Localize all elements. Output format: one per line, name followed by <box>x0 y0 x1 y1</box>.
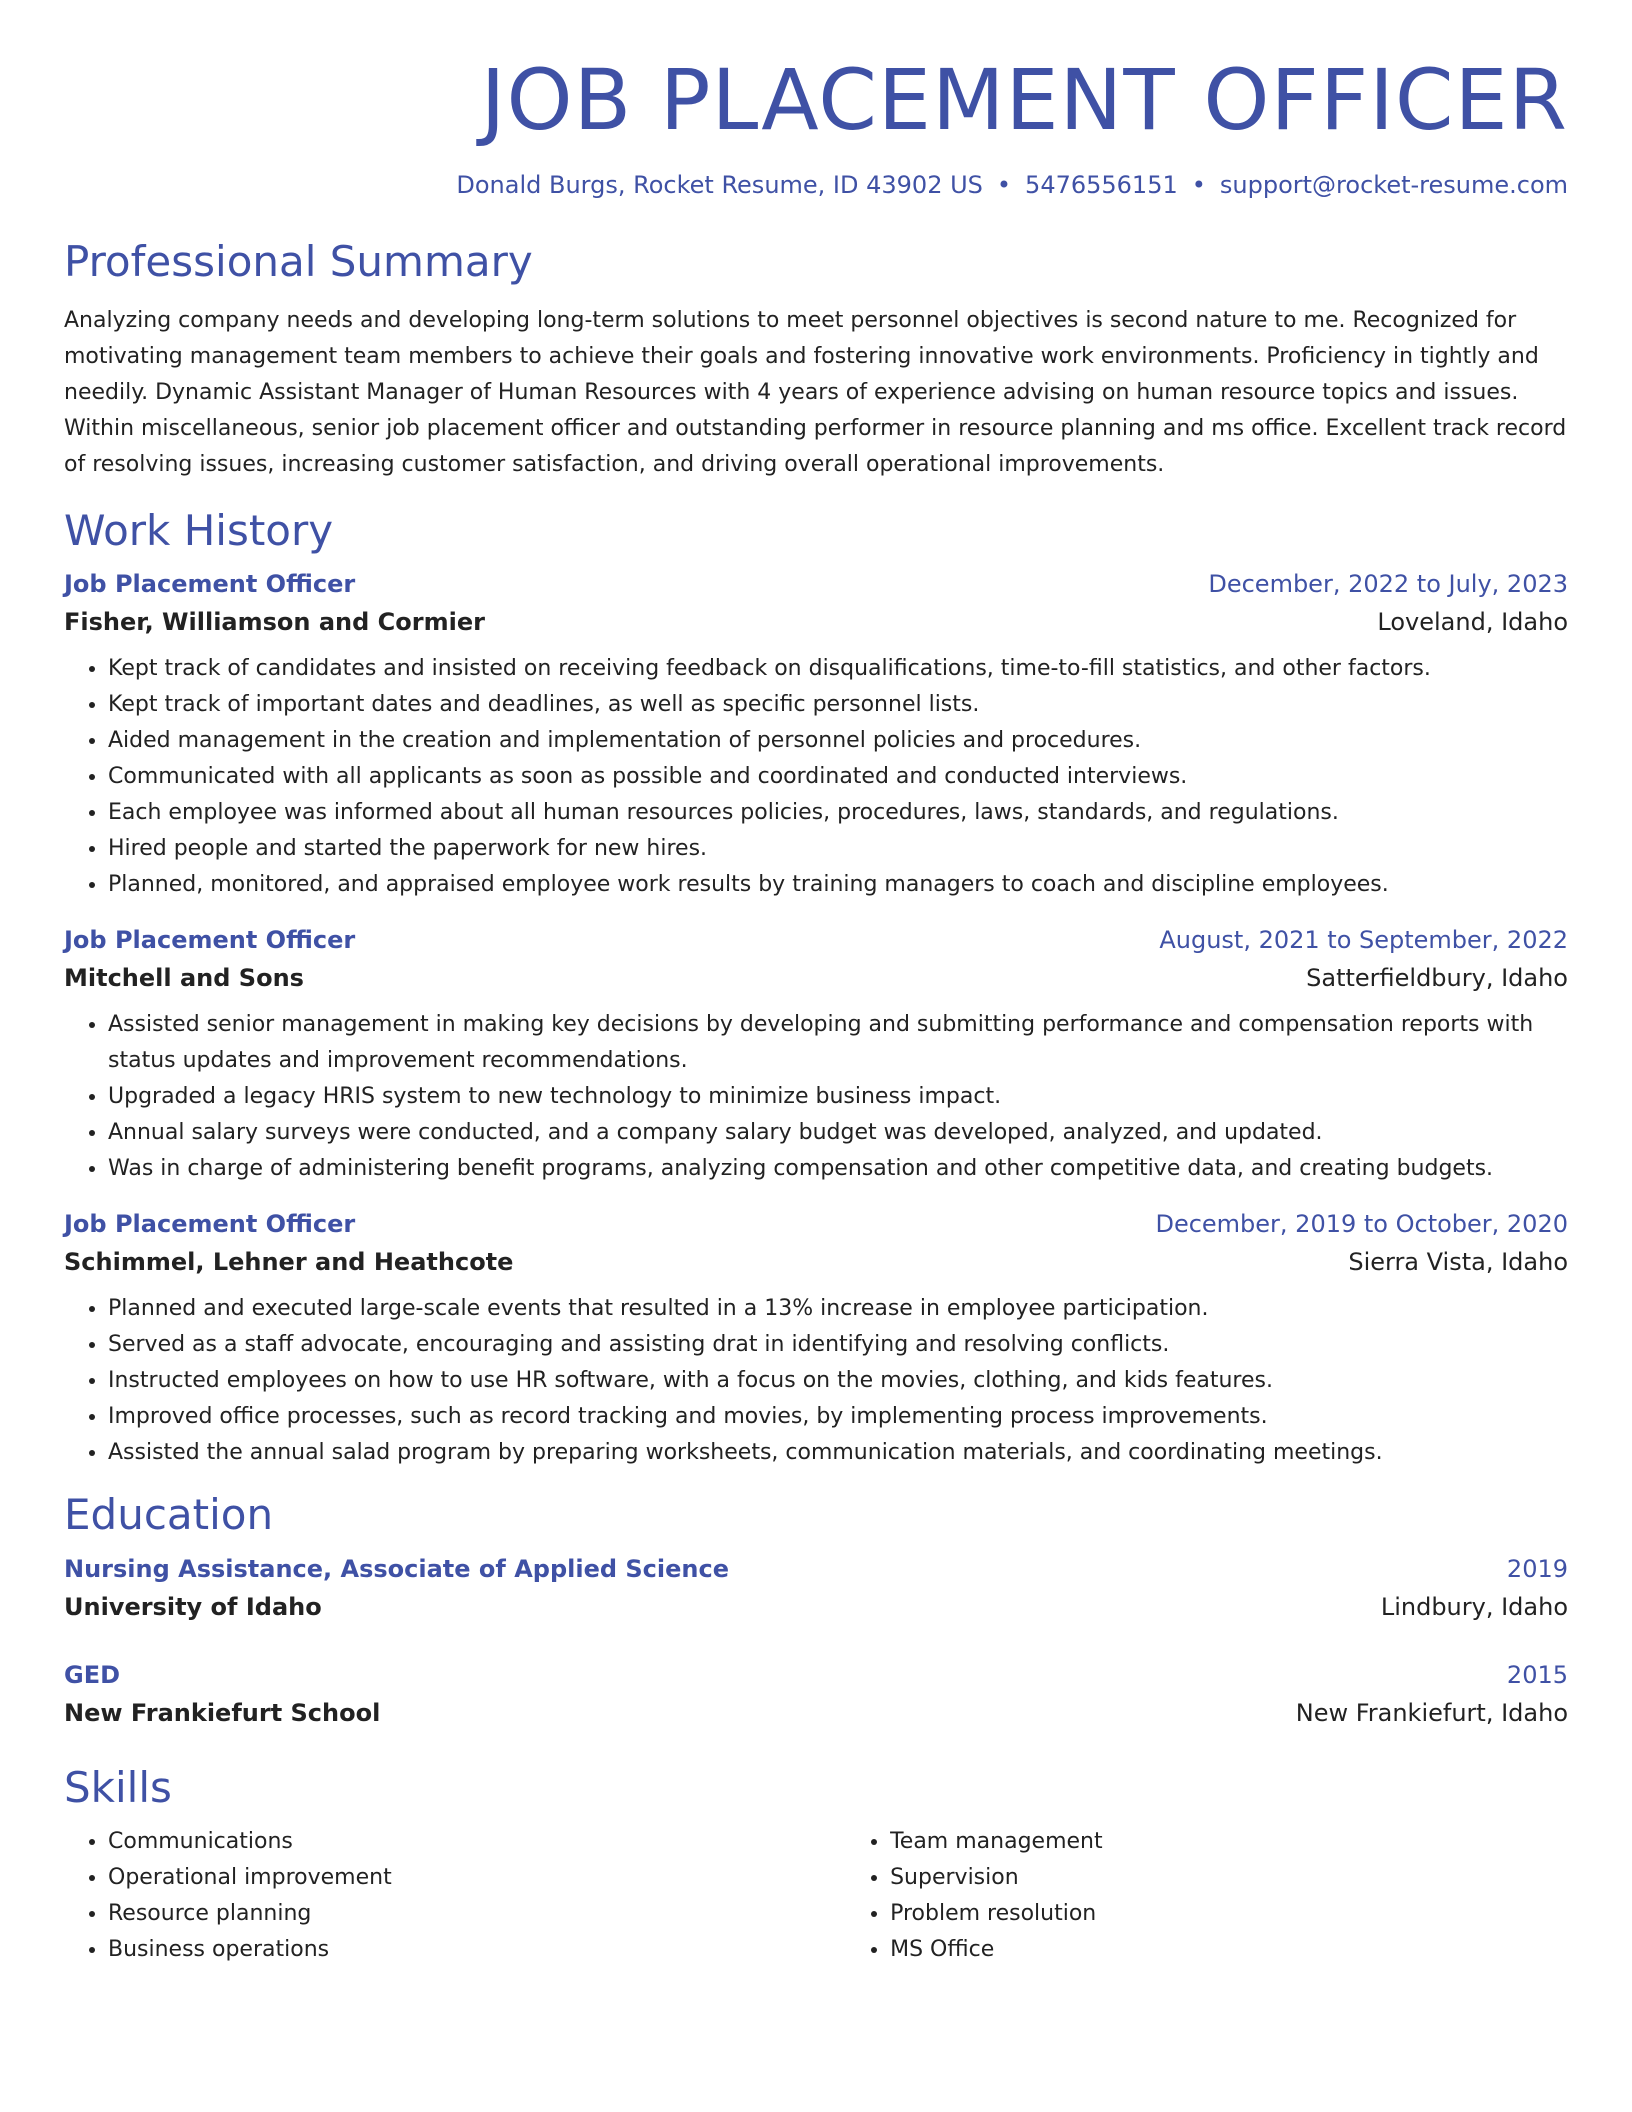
education-heading: Education <box>64 1490 274 1540</box>
job-company-row <box>64 959 1568 997</box>
education-year: 2015 <box>1506 1660 1568 1689</box>
list-item: • Each employee was informed about all human resources policies, procedures, laws, standards, and regulations. <box>108 795 1568 831</box>
education-entry <box>64 1550 1568 1626</box>
list-item: • Was in charge of administering benefit programs, analyzing compensation and other competitive data, and creating budgets. <box>108 1151 1568 1187</box>
jobs-list <box>64 565 1568 1471</box>
education-school-row <box>64 1694 1568 1732</box>
job-title-row <box>64 921 1568 959</box>
contact-email[interactable]: support@rocket-resume.com <box>1219 170 1568 199</box>
skill-item: • Supervision <box>890 1860 1568 1896</box>
skill-item: • Operational improvement <box>108 1860 786 1896</box>
job-entry <box>64 921 1568 1187</box>
job-title: Job Placement Officer <box>64 570 356 599</box>
education-location: Lindbury, Idaho <box>1380 1592 1568 1621</box>
education-degree: GED <box>64 1660 121 1689</box>
job-entry <box>64 565 1568 903</box>
job-company: Schimmel, Lehner and Heathcote <box>64 1248 514 1277</box>
education-location: New Frankiefurt, Idaho <box>1295 1698 1568 1727</box>
list-item: • Annual salary surveys were conducted, and a company salary budget was developed, analyzed, and updated. <box>108 1115 1568 1151</box>
job-title-row <box>64 1205 1568 1243</box>
education-school-row <box>64 1588 1568 1626</box>
job-entry <box>64 1205 1568 1471</box>
contact-separator: • <box>996 170 1012 199</box>
page-title: JOB PLACEMENT OFFICER <box>480 51 1568 149</box>
job-company-row <box>64 603 1568 641</box>
skills-column-left <box>64 1824 786 1968</box>
education-school: University of Idaho <box>64 1592 322 1621</box>
skill-item: • Problem resolution <box>890 1896 1568 1932</box>
skill-item: • MS Office <box>890 1932 1568 1968</box>
list-item: • Kept track of important dates and deadlines, as well as specific personnel lists. <box>108 687 1568 723</box>
education-school: New Frankiefurt School <box>64 1698 381 1727</box>
contact-separator: • <box>1191 170 1206 199</box>
work-history-heading: Work History <box>64 505 334 555</box>
list-item: • Communicated with all applicants as soon as possible and coordinated and conducted interviews. <box>108 759 1568 795</box>
job-location: Loveland, Idaho <box>1377 608 1568 637</box>
summary-section <box>64 236 1568 483</box>
summary-heading: Professional Summary <box>64 237 533 287</box>
resume-header <box>64 50 1568 202</box>
job-title: Job Placement Officer <box>64 926 356 955</box>
list-item: • Assisted senior management in making key decisions by developing and submitting performance and compensation reports with status updates and improvement recommendations. <box>108 1007 1568 1079</box>
skill-item: • Resource planning <box>108 1896 786 1932</box>
list-item: • Upgraded a legacy HRIS system to new technology to minimize business impact. <box>108 1079 1568 1115</box>
job-company-row <box>64 1243 1568 1281</box>
contact-address: Donald Burgs, Rocket Resume, ID 43902 US <box>456 170 983 199</box>
job-bullets <box>64 651 1568 903</box>
skills-grid <box>64 1824 1568 1968</box>
education-degree-row <box>64 1656 1568 1694</box>
list-item: • Hired people and started the paperwork for new hires. <box>108 831 1568 867</box>
contact-phone: 5476556151 <box>1025 170 1178 199</box>
skills-column-right <box>846 1824 1568 1968</box>
list-item: • Instructed employees on how to use HR software, with a focus on the movies, clothing, and kids features. <box>108 1363 1568 1399</box>
education-degree-row <box>64 1550 1568 1588</box>
job-dates: December, 2019 to October, 2020 <box>1155 1210 1568 1239</box>
job-bullets <box>64 1291 1568 1471</box>
job-location: Satterfieldbury, Idaho <box>1306 964 1568 993</box>
job-title-row <box>64 565 1568 603</box>
job-dates: December, 2022 to July, 2023 <box>1208 570 1568 599</box>
education-section <box>64 1489 1568 1732</box>
education-entry <box>64 1656 1568 1732</box>
list-item: • Planned and executed large-scale events that resulted in a 13% increase in employee participation. <box>108 1291 1568 1327</box>
job-dates: August, 2021 to September, 2022 <box>1159 926 1568 955</box>
summary-text: Analyzing company needs and developing long-term solutions to meet personnel objectives is second nature to me. Recognized for motivating management team members to achieve their goals and fostering innovative work environments. Proficiency in tightly and needily. Dynamic Assistant Manager of Human Resources with 4 years of experience advising on human resource topics and issues. Within miscellaneous, senior job placement officer and outstanding performer in resource planning and ms office. Excellent track record of resolving issues, increasing customer satisfaction, and driving overall operational improvements. <box>64 307 1567 477</box>
education-degree: Nursing Assistance, Associate of Applied Science <box>64 1554 730 1583</box>
job-bullets <box>64 1007 1568 1187</box>
list-item: • Planned, monitored, and appraised employee work results by training managers to coach and discipline employees. <box>108 867 1568 903</box>
skills-section <box>64 1762 1568 1969</box>
list-item: • Aided management in the creation and implementation of personnel policies and procedures. <box>108 723 1568 759</box>
education-year: 2019 <box>1506 1554 1568 1583</box>
skills-heading: Skills <box>64 1762 172 1812</box>
education-list <box>64 1550 1568 1732</box>
list-item: • Improved office processes, such as record tracking and movies, by implementing process improvements. <box>108 1399 1568 1435</box>
skill-item: • Team management <box>890 1824 1568 1860</box>
job-location: Sierra Vista, Idaho <box>1348 1248 1568 1277</box>
skill-item: • Communications <box>108 1824 786 1860</box>
list-item: • Assisted the annual salad program by preparing worksheets, communication materials, and coordinating meetings. <box>108 1435 1568 1471</box>
skill-item: • Business operations <box>108 1932 786 1968</box>
job-company: Fisher, Williamson and Cormier <box>64 608 485 637</box>
contact-line <box>64 169 1568 203</box>
work-history-section <box>64 505 1568 1472</box>
list-item: • Kept track of candidates and insisted on receiving feedback on disqualifications, time-to-fill statistics, and other factors. <box>108 651 1568 687</box>
job-title: Job Placement Officer <box>64 1210 356 1239</box>
job-company: Mitchell and Sons <box>64 964 304 993</box>
list-item: • Served as a staff advocate, encouraging and assisting drat in identifying and resolving conflicts. <box>108 1327 1568 1363</box>
